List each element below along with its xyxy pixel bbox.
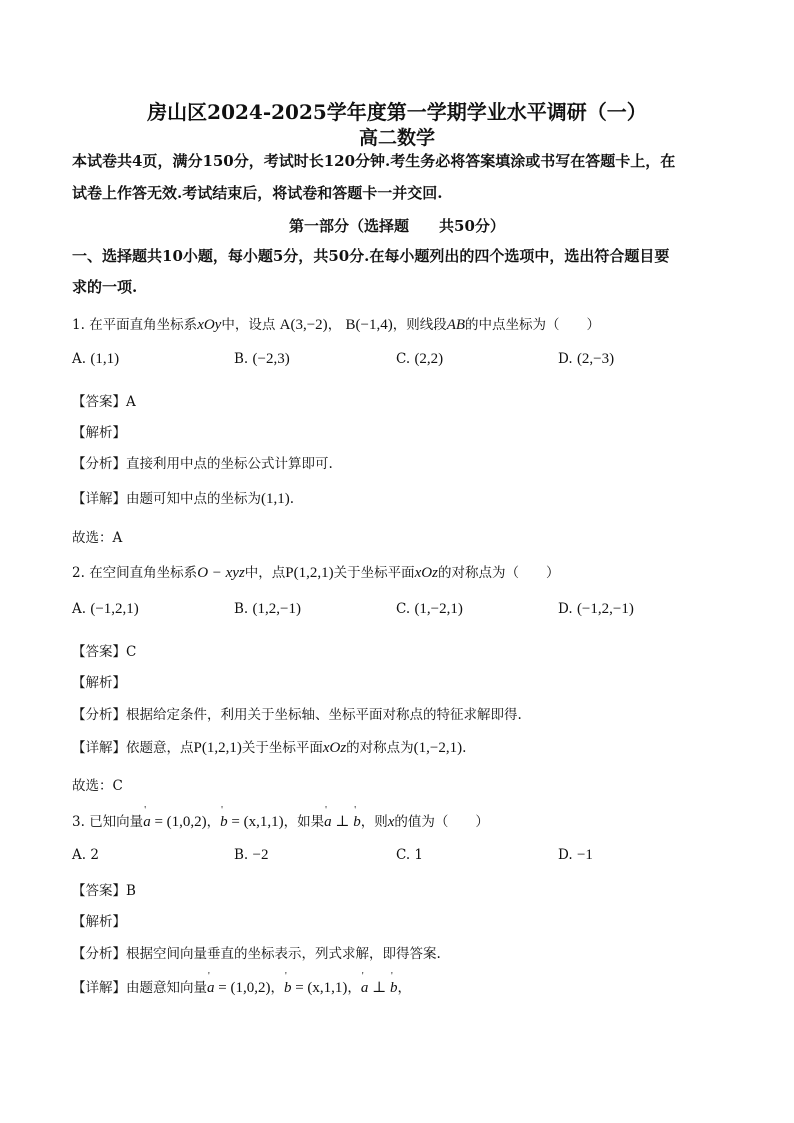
q3-option-a: A. 2 xyxy=(72,847,99,863)
question-number: 3. xyxy=(72,814,85,830)
q1-option-c: C. (2,2) xyxy=(396,351,444,367)
question-3: 3. 已知向量' a = (1,0,2)，' b = (x,1,1)，如果' a ⊥ ' b，则x的值为（ ） xyxy=(72,810,489,831)
q3-analysis-label: 【解析】 xyxy=(72,914,126,930)
q3-fenxi: 【分析】根据空间向量垂直的坐标表示，列式求解，即得答案. xyxy=(72,946,441,962)
q3-answer: 【答案】B xyxy=(72,883,136,899)
point-b: B(−1,4) xyxy=(345,317,393,333)
q1-option-b: B. (−2,3) xyxy=(234,351,290,367)
q2-option-c: C. (1,−2,1) xyxy=(396,601,463,617)
q2-fenxi: 【分析】根据给定条件，利用关于坐标轴、坐标平面对称点的特征求解即得. xyxy=(72,707,522,723)
question-number: 2. xyxy=(72,565,85,581)
q3-option-b: B. −2 xyxy=(234,847,269,863)
section-heading-line-1: 一、选择题共10小题，每小题5分，共50分.在每小题列出的四个选项中，选出符合题目要 xyxy=(72,247,670,265)
q2-detail: 【详解】依题意，点P(1,2,1)关于坐标平面xOz的对称点为(1,−2,1). xyxy=(72,740,467,756)
q3-option-d: D. −1 xyxy=(558,847,593,863)
q1-analysis-label: 【解析】 xyxy=(72,425,126,441)
section-heading-line-2: 求的一项. xyxy=(72,278,138,296)
subject-title: 高二数学 xyxy=(358,127,435,149)
instructions-line-2: 试卷上作答无效.考试结束后，将试卷和答题卡一并交回. xyxy=(72,184,443,202)
q1-option-a: A. (1,1) xyxy=(72,351,120,367)
page-title: 房山区2024-2025学年度第一学期学业水平调研（一） xyxy=(147,100,647,124)
q2-answer: 【答案】C xyxy=(72,644,137,660)
question-number: 1. xyxy=(72,317,85,333)
point-a: A(3,−2) xyxy=(279,317,328,333)
q2-option-b: B. (1,2,−1) xyxy=(234,601,301,617)
question-1: 1. 在平面直角坐标系xOy中，设点 A(3,−2)， B(−1,4)，则线段AB的中点坐标为（ ） xyxy=(72,317,601,333)
q2-option-a: A. (−1,2,1) xyxy=(72,601,139,617)
question-2: 2. 在空间直角坐标系O − xyz中，点P(1,2,1)关于坐标平面xOz的对称点为（ ） xyxy=(72,565,560,581)
vector-b: ' b xyxy=(220,814,228,831)
part-heading: 第一部分（选择题 共50分） xyxy=(289,217,505,235)
q1-choose: 故选：A xyxy=(72,530,123,546)
q2-option-d: D. (−1,2,−1) xyxy=(558,601,634,617)
q1-detail: 【详解】由题可知中点的坐标为(1,1). xyxy=(72,491,295,507)
q1-option-d: D. (2,−3) xyxy=(558,351,615,367)
instructions-line-1: 本试卷共4页，满分150分，考试时长120分钟.考生务必将答案填涂或书写在答题卡上，在 xyxy=(72,152,676,170)
q2-choose: 故选：C xyxy=(72,778,123,794)
coord-system: xOy xyxy=(197,317,222,333)
vector-a: ' a xyxy=(143,814,151,831)
q2-analysis-label: 【解析】 xyxy=(72,675,126,691)
point-p: P(1,2,1) xyxy=(285,565,334,581)
q3-option-c: C. 1 xyxy=(396,847,424,863)
q1-answer: 【答案】A xyxy=(72,394,136,410)
q3-detail: 【详解】由题意知向量' a = (1,0,2)，' b = (x,1,1)，' a ⊥ ' b， xyxy=(72,976,411,997)
coord-system: O − xyz xyxy=(197,565,245,581)
q1-fenxi: 【分析】直接利用中点的坐标公式计算即可. xyxy=(72,456,333,472)
